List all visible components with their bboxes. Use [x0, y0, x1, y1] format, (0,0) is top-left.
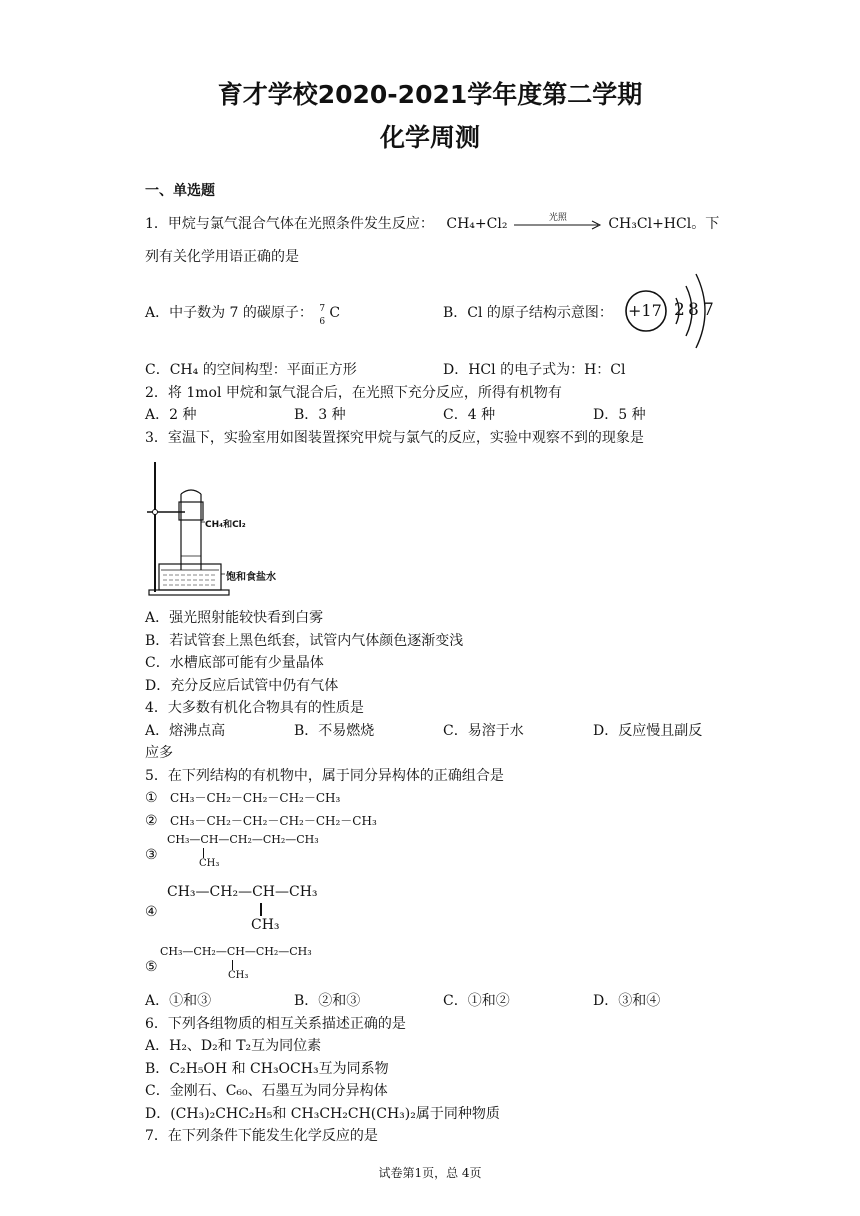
q2-option-b: B．3 种: [294, 407, 346, 423]
q1-option-a-text: A．中子数为 7 的碳原子：: [145, 305, 313, 321]
q6-stem: 6．下列各组物质的相互关系描述正确的是: [145, 1016, 406, 1032]
q5-stem: 5．在下列结构的有机物中，属于同分异构体的正确组合是: [145, 768, 504, 784]
q3-option-d: D．充分反应后试管中仍有气体: [145, 678, 339, 694]
shell-1-count: 2: [674, 300, 685, 320]
shell-3-count: 7: [703, 300, 714, 320]
q1-option-b: B．Cl 的原子结构示意图：: [443, 305, 613, 321]
gas-label: CH₄和Cl₂: [205, 520, 246, 530]
structure-5-mark: ⑤: [145, 959, 158, 975]
q6-option-a: A．H₂、D₂和 T₂互为同位素: [145, 1038, 322, 1054]
structure-5-main: CH₃—CH₂—CH—CH₂—CH₃: [160, 945, 312, 958]
page-footer: 试卷第1页，总 4页: [378, 1166, 482, 1180]
structure-4-branch: CH₃: [251, 917, 280, 933]
exam-title: 育才学校2020-2021学年度第二学期: [217, 80, 643, 109]
q5-option-c: C．①和②: [443, 993, 510, 1009]
q1-option-d: D．HCl 的电子式为：H：Cl: [443, 362, 626, 378]
element-symbol: C: [329, 305, 341, 321]
q4-stem: 4．大多数有机化合物具有的性质是: [145, 700, 364, 716]
structure-4-main: CH₃—CH₂—CH—CH₃: [167, 884, 318, 900]
q1-products: CH₃Cl+HCl。下: [608, 216, 720, 232]
q3-stem: 3．室温下，实验室用如图装置探究甲烷与氯气的反应，实验中观察不到的现象是: [145, 430, 644, 446]
structure-5-branch: CH₃: [228, 970, 249, 981]
q1-option-c: C．CH₄ 的空间构型：平面正方形: [145, 362, 357, 378]
structure-3-main: CH₃—CH—CH₂—CH₂—CH₃: [167, 833, 319, 846]
q1-stem-b: 列有关化学用语正确的是: [145, 249, 299, 265]
q4-option-b: B．不易燃烧: [294, 723, 375, 739]
q3-option-a: A．强光照射能较快看到白雾: [145, 610, 324, 626]
structure-2-mark: ②: [145, 813, 158, 829]
q5-option-d: D．③和④: [593, 993, 661, 1009]
q1-stem: [145, 215, 719, 233]
q1-option-a: [145, 304, 341, 327]
q6-option-b: B．C₂H₅OH 和 CH₃OCH₃互为同系物: [145, 1061, 389, 1077]
q2-stem: 2．将 1mol 甲烷和氯气混合后，在光照下充分反应，所得有机物有: [145, 385, 562, 401]
q5-option-b: B．②和③: [294, 993, 361, 1009]
q3-option-b: B．若试管套上黑色纸套，试管内气体颜色逐渐变浅: [145, 633, 464, 649]
structure-3-branch: CH₃: [199, 858, 220, 869]
structure-3-mark: ③: [145, 847, 158, 863]
structure-1: [145, 789, 340, 807]
q4-option-c: C．易溶于水: [443, 723, 524, 739]
q1-reactants: CH₄+Cl₂: [446, 216, 508, 232]
reaction-arrow: [512, 215, 604, 233]
apparatus-figure: [145, 458, 295, 598]
structure-1-formula: CH₃－CH₂－CH₂－CH₂－CH₃: [170, 791, 341, 805]
water-label: 饱和食盐水: [226, 572, 276, 583]
mass-number: 7: [319, 304, 326, 314]
q4-option-d-wrap: 应多: [145, 745, 173, 761]
structure-2: [145, 812, 377, 830]
structure-3-bond: [203, 848, 204, 858]
q5-option-a: A．①和③: [145, 993, 212, 1009]
shell-2-count: 8: [688, 300, 699, 320]
nuclide-notation: [317, 304, 329, 327]
q6-option-c: C．金刚石、C₆₀、石墨互为同分异构体: [145, 1083, 388, 1099]
q2-option-c: C．4 种: [443, 407, 496, 423]
structure-1-mark: ①: [145, 790, 158, 806]
q2-option-a: A．2 种: [145, 407, 197, 423]
structure-4-bond: [260, 903, 262, 916]
cl-atom-diagram: [622, 268, 722, 358]
atomic-number: 6: [319, 317, 326, 327]
exam-subtitle: 化学周测: [379, 123, 480, 152]
structure-4-mark: ④: [145, 904, 158, 920]
q4-option-d: D．反应慢且副反: [593, 723, 703, 739]
q7-stem: 7．在下列条件下能发生化学反应的是: [145, 1128, 378, 1144]
q6-option-d: D．(CH₃)₂CHC₂H₅和 CH₃CH₂CH(CH₃)₂属于同种物质: [145, 1106, 500, 1122]
q2-option-d: D．5 种: [593, 407, 646, 423]
q4-option-a: A．熔沸点高: [145, 723, 226, 739]
q3-option-c: C．水槽底部可能有少量晶体: [145, 655, 324, 671]
structure-5-bond: [232, 960, 233, 970]
structure-2-formula: CH₃－CH₂－CH₂－CH₂－CH₂－CH₃: [170, 814, 377, 828]
section-heading: 一、单选题: [145, 183, 215, 199]
nucleus-charge: +17: [628, 301, 662, 320]
arrow-icon: [512, 215, 604, 233]
q1-condition: 光照: [548, 213, 567, 223]
q1-stem-a: 1．甲烷与氯气混合气体在光照条件发生反应：: [145, 216, 434, 232]
